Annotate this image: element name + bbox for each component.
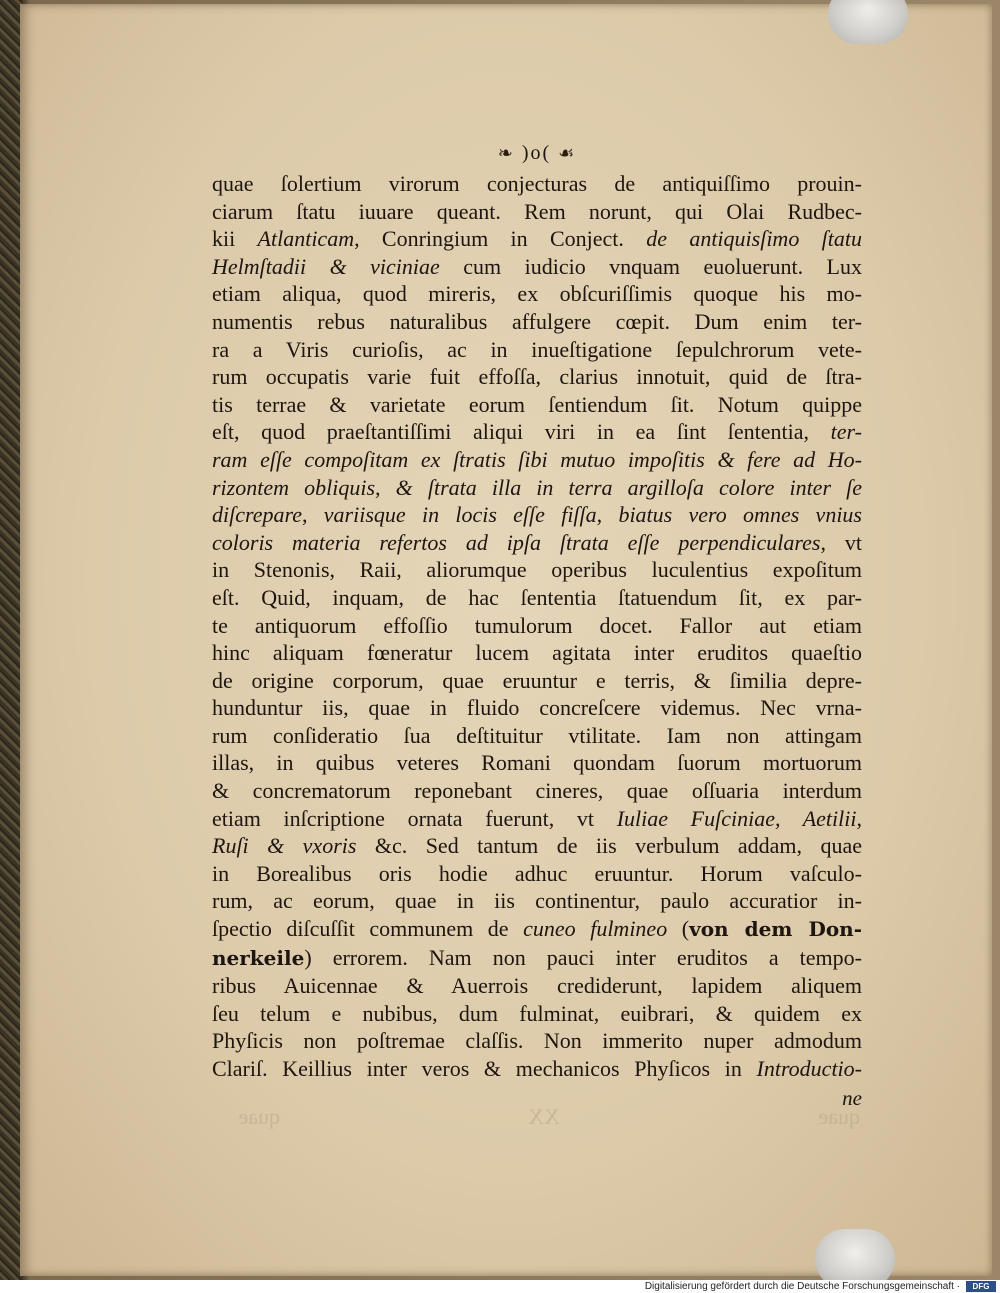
footer-credit: Digitalisierung gefördert durch die Deutsche Forschungsgemeinschaft · [644, 1281, 960, 1292]
text-line: diſcrepare, variisque in locis eſſe fiſſa, biatus vero omnes vnius [212, 502, 862, 528]
book-cover-edge [0, 0, 22, 1280]
text-line: rum conſideratio ſua deſtituitur vtilitate. Iam non attingam [212, 722, 862, 748]
text-line: coloris materia refertos ad ipſa ſtrata eſſe perpendiculares, vt [212, 529, 862, 555]
header-mark: )o( [521, 142, 552, 164]
page-clip-top [828, 0, 908, 44]
text-line: numentis rebus naturalibus affulgere cœpit. Dum enim ter- [212, 308, 862, 334]
text-line: in Borealibus oris hodie adhuc eruuntur. Horum vaſculo- [212, 860, 862, 886]
ornament-left-icon: ❧ [497, 143, 515, 163]
bleed-right: quae [238, 1104, 280, 1129]
text-line: ciarum ſtatu iuuare queant. Rem norunt, qui Olai Rudbec- [212, 198, 862, 224]
text-line: ribus Auicennae & Auerrois crediderunt, lapidem aliquem [212, 973, 862, 999]
page-text [212, 140, 862, 1112]
page-header [212, 140, 862, 166]
text-line: hunduntur iis, quae in fluido concreſcere videmus. Nec vrna- [212, 695, 862, 721]
text-line: rizontem obliquis, & ſtrata illa in terra argilloſa colore inter ſe [212, 474, 862, 500]
text-line: ra a Viris curioſis, ac in inueſtigatione ſepulchrorum vete- [212, 336, 862, 362]
text-line: nerkeile) errorem. Nam non pauci inter eruditos a tempo- [212, 944, 862, 970]
text-line: ram eſſe compoſitam ex ſtratis ſibi mutuo impoſitis & fere ad Ho- [212, 446, 862, 472]
text-line: rum occupatis varie fuit effoſſa, clarius innotuit, quid de ſtra- [212, 364, 862, 390]
text-line: eſt, quod praeſtantiſſimi aliqui viri in ea ſint ſententia, ter- [212, 419, 862, 445]
text-line: Ruſi & vxoris &c. Sed tantum de iis verbulum addam, quae [212, 833, 863, 859]
text-line: hinc aliquam fœneratur lucem agitata inter eruditos quaeſtio [212, 640, 862, 666]
catchword: ne [842, 1085, 862, 1110]
text-line: quae ſolertium virorum conjecturas de antiquiſſimo prouin- [212, 171, 862, 196]
text-line: ſpectio diſcuſſit communem de cuneo fulmineo (von dem Don- [212, 916, 862, 942]
text-line: Phyſicis non poſtremae claſſis. Non immerito nuper admodum [212, 1028, 862, 1054]
text-line: Helmſtadii & viciniae cum iudicio vnquam euoluerunt. Lux [212, 253, 862, 279]
bleed-mid: XX [528, 1104, 560, 1129]
ornament-right-icon: ☙ [558, 143, 577, 163]
bleed-through-text [220, 1104, 860, 1134]
text-line: tis terrae & varietate eorum ſentiendum ſit. Notum quippe [212, 391, 862, 417]
text-line: rum, ac eorum, quae in iis continentur, paulo accuratior in- [212, 888, 862, 914]
text-line: & concrematorum reponebant cineres, quae oſſuaria interdum [212, 778, 862, 804]
text-line: etiam inſcriptione ornata fuerunt, vt Iuliae Fuſciniae, Aetilii, [212, 805, 862, 831]
dfg-logo: DFG [966, 1281, 996, 1292]
text-line: kii Atlanticam, Conringium in Conject. de antiquisſimo ſtatu [212, 226, 862, 252]
text-line: eſt. Quid, inquam, de hac ſententia ſtatuendum ſit, ex par- [212, 584, 862, 610]
text-line: illas, in quibus veteres Romani quondam ſuorum mortuorum [212, 750, 862, 776]
text-line: etiam aliqua, quod mireris, ex obſcuriſſimis quoque his mo- [212, 281, 862, 307]
text-line: in Stenonis, Raii, aliorumque operibus luculentius expoſitum [212, 557, 862, 583]
text-line: te antiquorum effoſſio tumulorum docet. Fallor aut etiam [212, 612, 862, 638]
text-line: Clariſ. Keillius inter veros & mechanicos Phyſicos in Introductio- [212, 1056, 862, 1081]
text-line: de origine corporum, quae eruuntur e terris, & ſimilia depre- [212, 667, 862, 693]
bleed-left: quae [818, 1104, 860, 1129]
text-line: ſeu telum e nubibus, dum fulminat, euibrari, & quidem ex [212, 1000, 862, 1026]
